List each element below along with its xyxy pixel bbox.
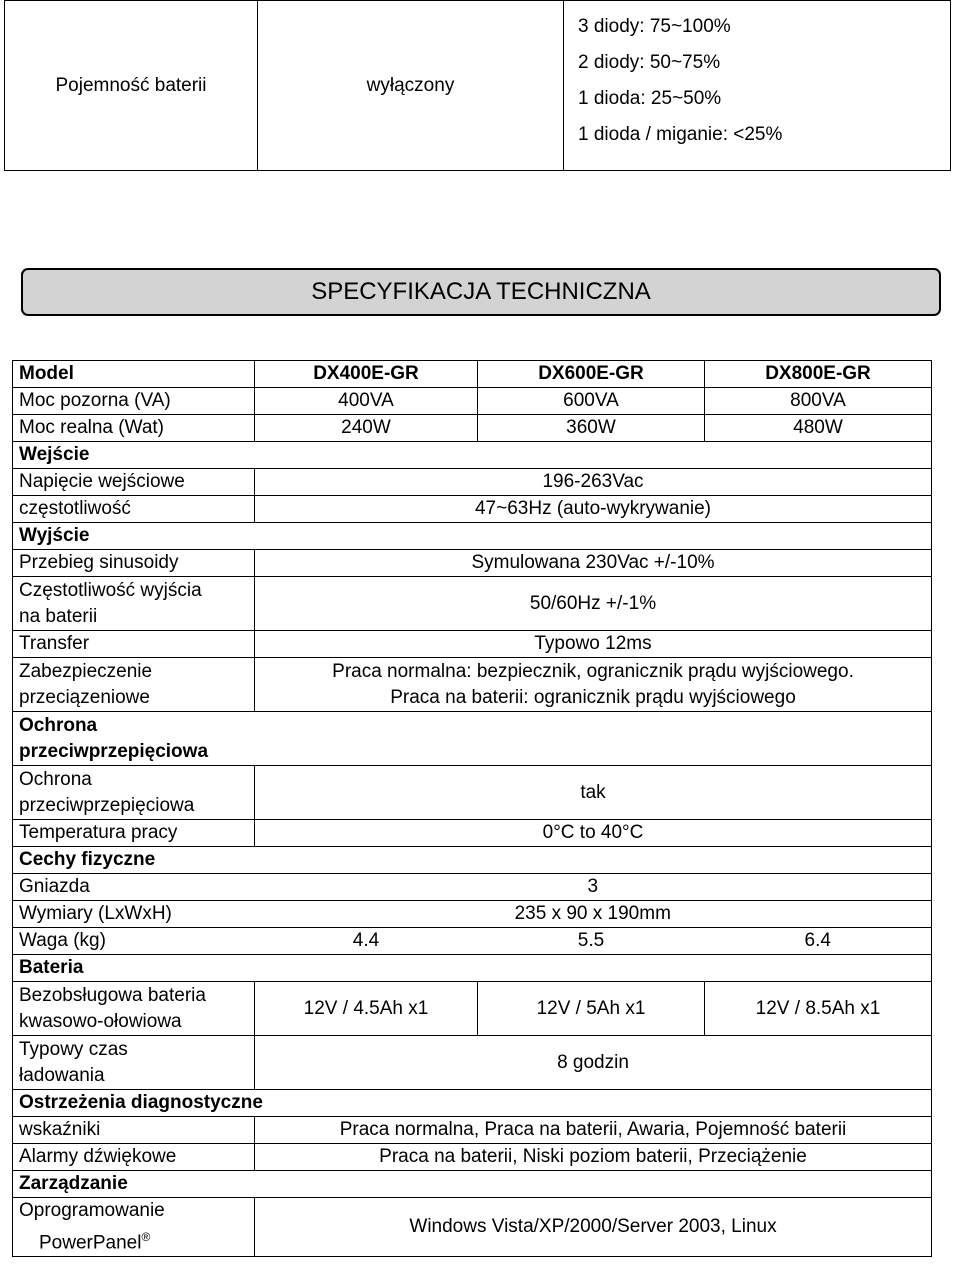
section-row: [13, 442, 932, 469]
table-row: [13, 550, 932, 577]
battery-capacity-table: [4, 0, 951, 171]
weight-2: 5.5: [478, 928, 705, 955]
waveform-value: Symulowana 230Vac +/-10%: [255, 550, 932, 577]
registered-mark: ®: [141, 1230, 151, 1244]
battery-capacity-mode: wyłączony: [258, 1, 564, 171]
input-voltage-value: 196-263Vac: [255, 469, 932, 496]
section-row: [13, 712, 932, 766]
indicators-label: wskaźniki: [13, 1117, 255, 1144]
section-row: [13, 523, 932, 550]
battery-freq-label: [13, 577, 255, 631]
watt-2: 360W: [478, 415, 705, 442]
section-management: Zarządzanie: [13, 1171, 932, 1198]
temperature-label: Temperatura pracy: [13, 820, 255, 847]
alarms-label: Alarmy dźwiękowe: [13, 1144, 255, 1171]
table-row: [13, 820, 932, 847]
table-row: [13, 1036, 932, 1090]
section-physical: Cechy fizyczne: [13, 847, 932, 874]
table-row: [13, 469, 932, 496]
table-row: [13, 982, 932, 1036]
weight-1: 4.4: [255, 928, 478, 955]
va-label: Moc pozorna (VA): [13, 388, 255, 415]
sockets-label: Gniazda: [13, 874, 255, 901]
software-name: PowerPanel: [39, 1232, 142, 1254]
va-3: 800VA: [705, 388, 932, 415]
level-item: 2 diody: 50~75%: [578, 52, 721, 73]
table-row: [13, 1117, 932, 1144]
overload-label-line2: przeciązeniowe: [19, 686, 150, 708]
weight-3: 6.4: [705, 928, 932, 955]
battery-type-label-line1: Bezobsługowa bateria: [19, 984, 206, 1006]
table-row: [13, 415, 932, 442]
battery-freq-label-line1: Częstotliwość wyjścia: [19, 579, 202, 601]
table-row: [13, 361, 932, 388]
watt-label: Moc realna (Wat): [13, 415, 255, 442]
level-item: 1 dioda / miganie: <25%: [578, 124, 783, 145]
table-row: [13, 928, 932, 955]
overload-label: [13, 658, 255, 712]
section-diagnostics: Ostrzeżenia diagnostyczne: [13, 1090, 932, 1117]
section-surge-line1: Ochrona: [19, 714, 98, 736]
battery-capacity-levels: [564, 1, 951, 171]
software-label-line1: Oprogramowanie: [19, 1200, 165, 1221]
overload-value: [255, 658, 932, 712]
model-label: Model: [13, 361, 255, 388]
overload-label-line1: Zabezpieczenie: [19, 660, 153, 682]
surge-label: [13, 766, 255, 820]
table-row: [13, 874, 932, 901]
battery-type-1: 12V / 4.5Ah x1: [255, 982, 478, 1036]
charge-time-value: 8 godzin: [255, 1036, 932, 1090]
section-input: Wejście: [13, 442, 932, 469]
spec-banner-title: SPECYFIKACJA TECHNICZNA: [311, 278, 651, 305]
watt-1: 240W: [255, 415, 478, 442]
section-row: [13, 1090, 932, 1117]
charge-time-label-line1: Typowy czas: [19, 1038, 128, 1060]
battery-type-label: [13, 982, 255, 1036]
section-surge-line2: przeciwprzepięciowa: [19, 740, 209, 762]
table-row: [13, 1198, 932, 1257]
section-surge: [13, 712, 932, 766]
surge-label-line1: Ochrona: [19, 768, 92, 790]
section-row: [13, 955, 932, 982]
table-row: [13, 1144, 932, 1171]
sockets-value: 3: [255, 874, 932, 901]
section-row: [13, 1171, 932, 1198]
surge-label-line2: przeciwprzepięciowa: [19, 794, 195, 816]
table-row: [13, 496, 932, 523]
indicators-value: Praca normalna, Praca na baterii, Awaria, Pojemność baterii: [255, 1117, 932, 1144]
transfer-value: Typowo 12ms: [255, 631, 932, 658]
transfer-label: Transfer: [13, 631, 255, 658]
software-label-line2: [19, 1224, 248, 1256]
table-row: [13, 577, 932, 631]
battery-capacity-label: Pojemność baterii: [5, 1, 258, 171]
table-row: [13, 901, 932, 928]
battery-type-label-line2: kwasowo-ołowiowa: [19, 1010, 182, 1032]
surge-value: tak: [255, 766, 932, 820]
model-2: DX600E-GR: [478, 361, 705, 388]
battery-type-2: 12V / 5Ah x1: [478, 982, 705, 1036]
table-row: [13, 631, 932, 658]
overload-value-line1: Praca normalna: bezpiecznik, ogranicznik prądu wyjściowego.: [332, 660, 854, 682]
charge-time-label: [13, 1036, 255, 1090]
section-output: Wyjście: [13, 523, 932, 550]
weight-label: Waga (kg): [13, 928, 255, 955]
section-battery: Bateria: [13, 955, 932, 982]
battery-capacity-row: [5, 1, 951, 171]
overload-value-line2: Praca na baterii: ogranicznik prądu wyjściowego: [390, 686, 796, 708]
dimensions-value: 235 x 90 x 190mm: [255, 901, 932, 928]
va-1: 400VA: [255, 388, 478, 415]
software-label: [13, 1198, 255, 1257]
watt-3: 480W: [705, 415, 932, 442]
alarms-value: Praca na baterii, Niski poziom baterii, Przeciążenie: [255, 1144, 932, 1171]
input-freq-label: częstotliwość: [13, 496, 255, 523]
battery-freq-label-line2: na baterii: [19, 605, 98, 627]
model-3: DX800E-GR: [705, 361, 932, 388]
input-voltage-label: Napięcie wejściowe: [13, 469, 255, 496]
battery-freq-value: 50/60Hz +/-1%: [255, 577, 932, 631]
charge-time-label-line2: ładowania: [19, 1064, 105, 1086]
battery-type-3: 12V / 8.5Ah x1: [705, 982, 932, 1036]
waveform-label: Przebieg sinusoidy: [13, 550, 255, 577]
software-value: Windows Vista/XP/2000/Server 2003, Linux: [255, 1198, 932, 1257]
input-freq-value: 47~63Hz (auto-wykrywanie): [255, 496, 932, 523]
table-row: [13, 658, 932, 712]
level-item: 3 diody: 75~100%: [578, 16, 731, 37]
va-2: 600VA: [478, 388, 705, 415]
spec-table: [12, 360, 932, 1257]
table-row: [13, 388, 932, 415]
model-1: DX400E-GR: [255, 361, 478, 388]
table-row: [13, 766, 932, 820]
level-item: 1 dioda: 25~50%: [578, 88, 722, 109]
temperature-value: 0°C to 40°C: [255, 820, 932, 847]
section-row: [13, 847, 932, 874]
dimensions-label: Wymiary (LxWxH): [13, 901, 255, 928]
spec-banner: [21, 268, 941, 316]
